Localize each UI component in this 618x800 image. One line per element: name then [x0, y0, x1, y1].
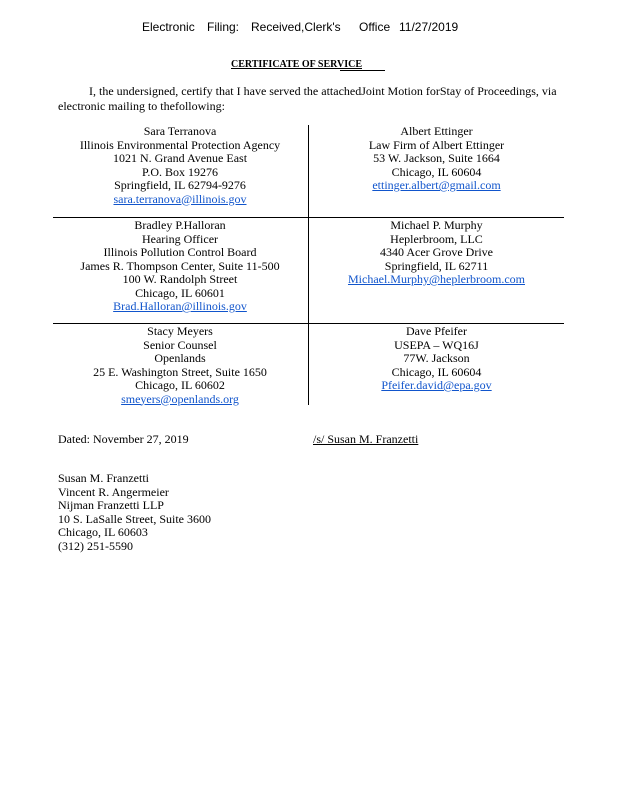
- grid-divider-1: [53, 217, 564, 218]
- recipient-block: [53, 325, 307, 406]
- recipient-line: Chicago, IL 60604: [391, 164, 482, 179]
- recipient-line: Illinois Pollution Control Board: [103, 245, 257, 259]
- recipient-line: 53 W. Jackson, Suite 1664: [373, 151, 500, 165]
- document-title: CERTIFICATE OF SERVICE: [231, 59, 362, 70]
- recipient-line: Heplerbroom, LLC: [390, 231, 483, 246]
- sender-line: Vincent R. Angermeier: [58, 484, 169, 499]
- recipient-line: P.O. Box 19276: [141, 164, 218, 179]
- recipient-line: Springfield, IL 62711: [384, 258, 489, 273]
- recipient-line: Law Firm of Albert Ettinger: [368, 137, 505, 152]
- recipient-name: Bradley P.Halloran: [134, 218, 226, 232]
- recipient-line: Hearing Officer: [141, 231, 219, 246]
- intro-paragraph: I, the undersigned, certify that I have served the attachedJoint Motion forStay of Proceedings, via electronic mailing to thefollowing:: [58, 84, 557, 113]
- grid-divider-2: [53, 323, 564, 324]
- recipient-line: Openlands: [154, 351, 206, 365]
- recipient-line: James R. Thompson Center, Suite 11-500: [80, 258, 280, 273]
- recipient-name: Dave Pfeifer: [406, 324, 467, 338]
- recipient-block: [309, 125, 564, 193]
- filing-header-filing: Filing:: [207, 20, 240, 34]
- recipient-email-link[interactable]: Brad.Halloran@illinois.gov: [113, 299, 247, 313]
- signature-line: /s/ Susan M. Franzetti: [313, 432, 419, 446]
- recipient-block: [53, 125, 307, 206]
- recipient-block: [53, 219, 307, 314]
- recipient-line: 4340 Acer Grove Drive: [380, 245, 493, 259]
- recipient-block: [309, 219, 564, 287]
- recipient-email-link[interactable]: sara.terranova@illinois.gov: [113, 191, 247, 206]
- recipient-email-link[interactable]: Pfeifer.david@epa.gov: [381, 378, 492, 392]
- recipient-email-link[interactable]: smeyers@openlands.org: [121, 391, 239, 406]
- sender-line: Chicago, IL 60603: [58, 525, 148, 539]
- service-list-grid: [53, 125, 564, 407]
- sender-line: 10 S. LaSalle Street, Suite 3600: [58, 511, 211, 526]
- recipient-line: Illinois Environmental Protection Agency: [79, 137, 281, 152]
- filing-header-office: Office: [359, 20, 391, 34]
- recipient-line: 77W. Jackson: [403, 351, 470, 365]
- recipient-block: [309, 325, 564, 393]
- recipient-line: 25 E. Washington Street, Suite 1650: [93, 364, 267, 379]
- recipient-name: Albert Ettinger: [400, 124, 473, 138]
- sender-line: (312) 251-5590: [58, 538, 133, 553]
- sender-block: [58, 472, 211, 553]
- recipient-line: USEPA – WQ16J: [394, 337, 479, 352]
- recipient-line: Chicago, IL 60604: [391, 364, 482, 379]
- recipient-email-link[interactable]: ettinger.albert@gmail.com: [372, 178, 501, 192]
- filing-header-date: 11/27/2019: [399, 20, 459, 34]
- title-underline: [340, 70, 385, 71]
- filing-header-electronic: Electronic: [142, 20, 195, 34]
- recipient-line: Chicago, IL 60602: [135, 378, 225, 392]
- recipient-line: Senior Counsel: [143, 337, 217, 352]
- sender-line: Susan M. Franzetti: [58, 471, 149, 485]
- recipient-email-link[interactable]: Michael.Murphy@heplerbroom.com: [347, 272, 525, 286]
- recipient-line: Springfield, IL 62794-9276: [114, 178, 246, 192]
- recipient-name: Sara Terranova: [143, 124, 217, 138]
- recipient-line: 100 W. Randolph Street: [122, 272, 238, 286]
- sender-line: Nijman Franzetti LLP: [58, 498, 164, 512]
- recipient-name: Michael P. Murphy: [390, 218, 483, 232]
- recipient-line: Chicago, IL 60601: [135, 285, 225, 300]
- filing-header-received: Received,Clerk's: [251, 20, 341, 34]
- recipient-name: Stacy Meyers: [147, 324, 213, 338]
- dated-line: Dated: November 27, 2019: [58, 432, 189, 446]
- recipient-line: 1021 N. Grand Avenue East: [112, 151, 248, 165]
